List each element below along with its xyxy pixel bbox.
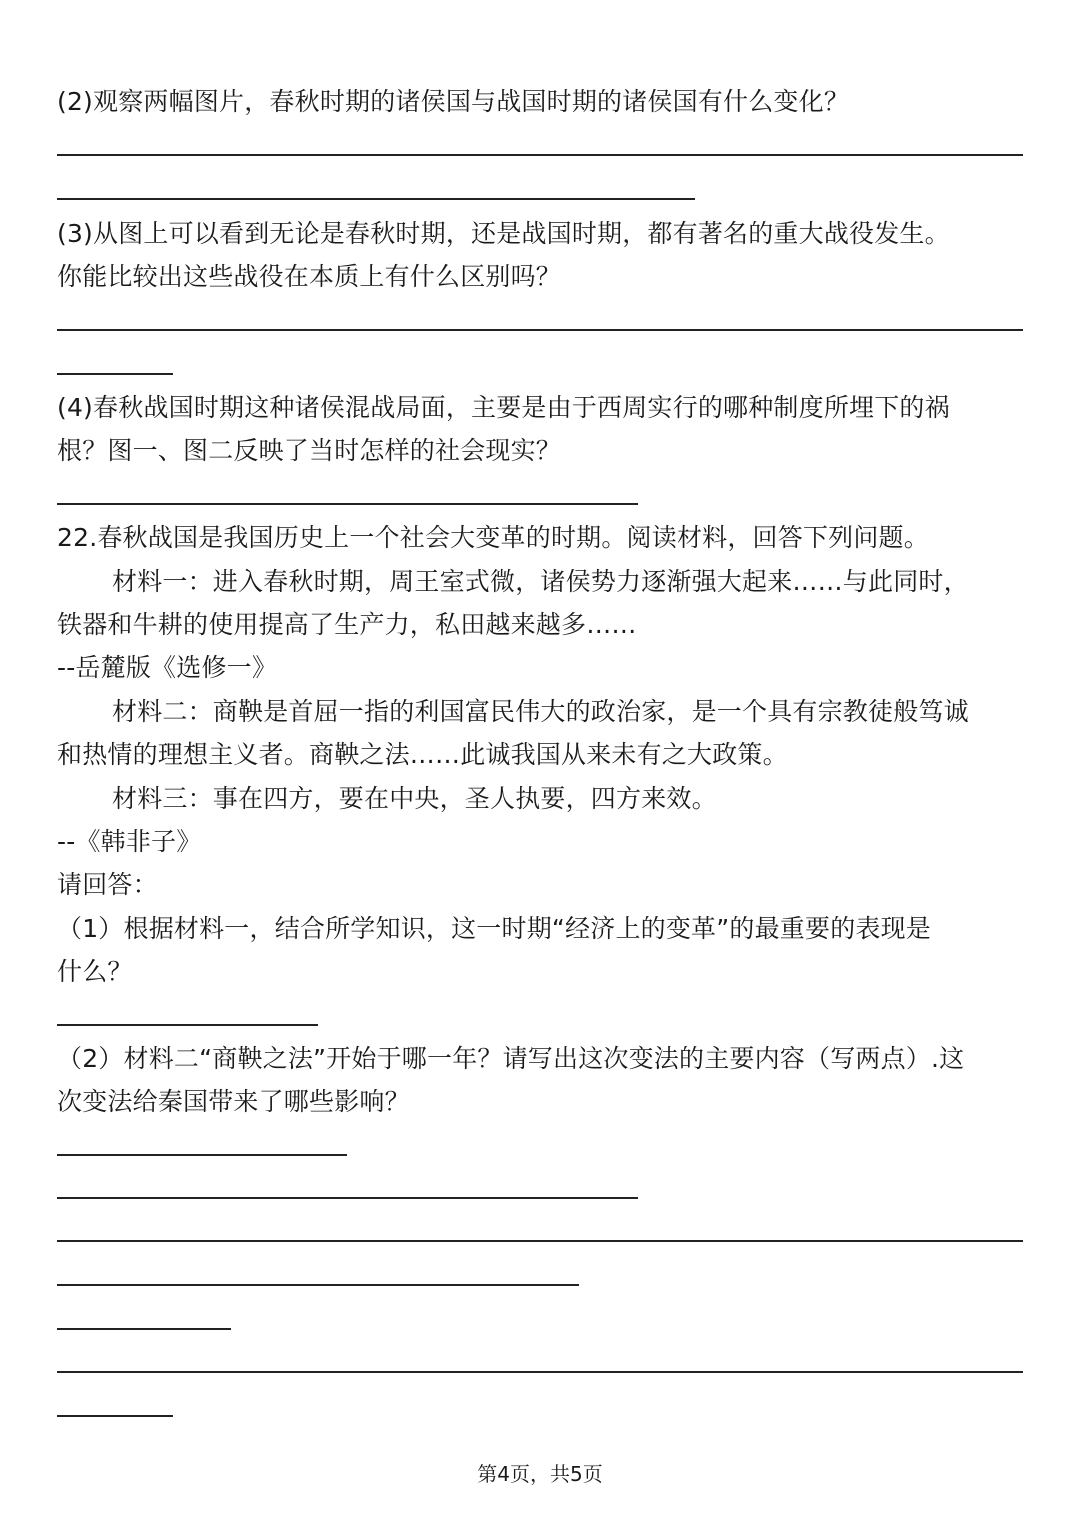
answer-line [57,1197,638,1199]
q21-part4-line2: 根？图一、图二反映了当时怎样的社会现实？ [57,436,562,465]
q22-sub1-line2: 什么？ [57,957,133,986]
material1-line2: 铁器和牛耕的使用提高了生产力，私田越来越多…… [57,610,637,639]
material3-source: --《韩非子》 [57,827,202,856]
answer-line [57,154,1023,156]
answer-prompt: 请回答： [57,870,158,899]
answer-line [57,198,695,200]
q21-part3-line2: 你能比较出这些战役在本质上有什么区别吗？ [57,262,562,291]
q22-sub1-line1: （1）根据材料一，结合所学知识，这一时期“经济上的变革”的最重要的表现是 [57,914,932,943]
material2-line2: 和热情的理想主义者。商鞅之法……此诚我国从来未有之大政策。 [57,740,788,769]
page-footer: 第4页，共5页 [477,1462,603,1486]
answer-line [57,1371,1023,1373]
answer-line [57,1284,579,1286]
q21-part3-line1: (3)从图上可以看到无论是春秋时期，还是战国时期，都有著名的重大战役发生。 [57,219,950,248]
q21-part4-line1: (4)春秋战国时期这种诸侯混战局面，主要是由于西周实行的哪种制度所埋下的祸 [57,393,950,422]
q21-part2: (2)观察两幅图片，春秋时期的诸侯国与战国时期的诸侯国有什么变化？ [57,87,850,116]
answer-line [57,329,1023,331]
material1-line1: 材料一：进入春秋时期，周王室式微，诸侯势力逐渐强大起来……与此同时， [112,567,969,596]
answer-line [57,373,173,375]
answer-line [57,1328,231,1330]
q22-intro: 22.春秋战国是我国历史上一个社会大变革的时期。阅读材料，回答下列问题。 [57,523,929,552]
q22-sub2-line2: 次变法给秦国带来了哪些影响？ [57,1087,410,1116]
material2-line1: 材料二：商鞅是首屈一指的利国富民伟大的政治家，是一个具有宗教徒般笃诚 [112,697,969,726]
answer-line [57,503,638,505]
material1-source: --岳麓版《选修一》 [57,653,278,682]
material3-line1: 材料三：事在四方，要在中央，圣人执要，四方来效。 [112,784,717,813]
answer-line [57,1240,1023,1242]
answer-line [57,1024,318,1026]
answer-line [57,1154,347,1156]
answer-line [57,1415,173,1417]
q22-sub2-line1: （2）材料二“商鞅之法”开始于哪一年？请写出这次变法的主要内容（写两点）.这 [57,1044,965,1073]
